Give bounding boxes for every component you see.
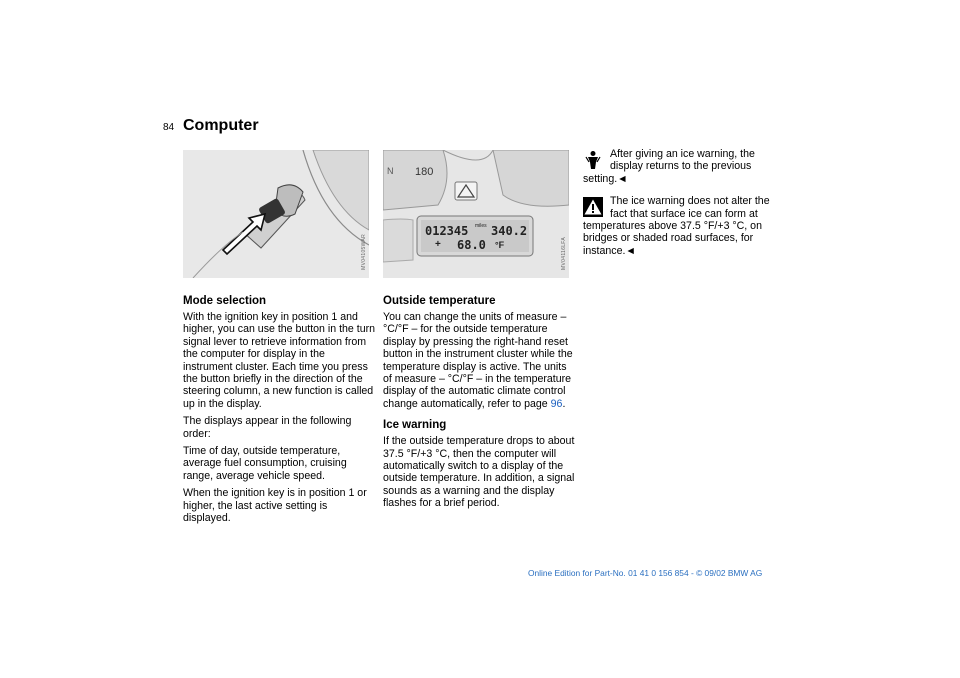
ice-warning-p1: If the outside temperature drops to about 37.5 °F/+3 °C, then the computer will automatically switch to a display of the outside temperature. In addition, a signal sounds as a warning and the display flashes for a brief period. (383, 435, 575, 510)
turn-signal-lever-illustration (183, 150, 369, 278)
temperature-readout: 68.0 (457, 238, 486, 252)
note1-first-lines: After giving an ice warning, the display returns to the previous (610, 148, 755, 173)
instrument-cluster-illustration (383, 150, 569, 278)
odometer-readout: 012345 (425, 224, 469, 238)
gauge-n-label: N (387, 166, 394, 176)
miles-label: miles (475, 223, 487, 229)
ice-warning-heading: Ice warning (383, 419, 447, 432)
outside-temperature-heading: Outside temperature (383, 295, 496, 307)
turn-signal-lever-figure (183, 150, 369, 278)
mode-selection-heading: Mode selection (183, 295, 267, 307)
page-title: Computer (183, 117, 259, 134)
column-temperature (383, 294, 576, 515)
warning-triangle-icon (583, 197, 603, 217)
period: . (562, 397, 566, 410)
instrument-cluster-figure (383, 150, 569, 278)
note2-first-lines: The ice warning does not alter the fact that surface ice can form at (610, 195, 770, 220)
note-surface-ice (583, 195, 776, 257)
page-number: 84 (163, 122, 175, 133)
figure-code: MV04105WAR (361, 234, 367, 270)
note2-rest: temperatures above 37.5 °F/+3 °C, on bridges or shaded road surfaces, for instance.◄ (583, 220, 762, 257)
note1-rest: setting.◄ (583, 172, 628, 185)
note-ice-warning-return (583, 148, 776, 185)
outside-temperature-text: You can change the units of measure – °C/°F – for the outside temperature display by pressing the right-hand reset button in the instrument cluster while the temperature display is active. The units of measure – °C/°F – in the temperature display of the automatic climate control change automatically, refer to page (383, 311, 573, 410)
column-mode-selection (183, 294, 376, 530)
figure-code: MV04116LFA (561, 237, 567, 270)
footer-edition: Online Edition for Part-No. 01 41 0 156 854 - © 09/02 BMW AG (528, 568, 763, 578)
outside-temperature-p1 (383, 311, 576, 410)
temperature-unit: °F (495, 240, 505, 250)
mode-selection-p1: With the ignition key in position 1 and higher, you can use the button in the turn signal lever to retrieve information from the computer for display in the instrument cluster. Each time you press the button briefly in the direction of the steering column, a new function is called up in the display. (183, 311, 376, 410)
column-notes (583, 148, 776, 267)
person-note-icon (583, 150, 603, 170)
gauge-180-label: 180 (415, 166, 434, 178)
page-ref-link[interactable]: 96 (550, 397, 563, 410)
mode-selection-p3: Time of day, outside temperature, average fuel consumption, cruising range, average vehicle speed. (183, 445, 347, 482)
trip-readout: 340.2 (491, 224, 528, 238)
mode-selection-p4: When the ignition key is in position 1 or higher, the last active setting is displayed. (183, 487, 367, 525)
mode-selection-p2: The displays appear in the following order: (183, 415, 352, 440)
temperature-sign: + (435, 239, 441, 250)
